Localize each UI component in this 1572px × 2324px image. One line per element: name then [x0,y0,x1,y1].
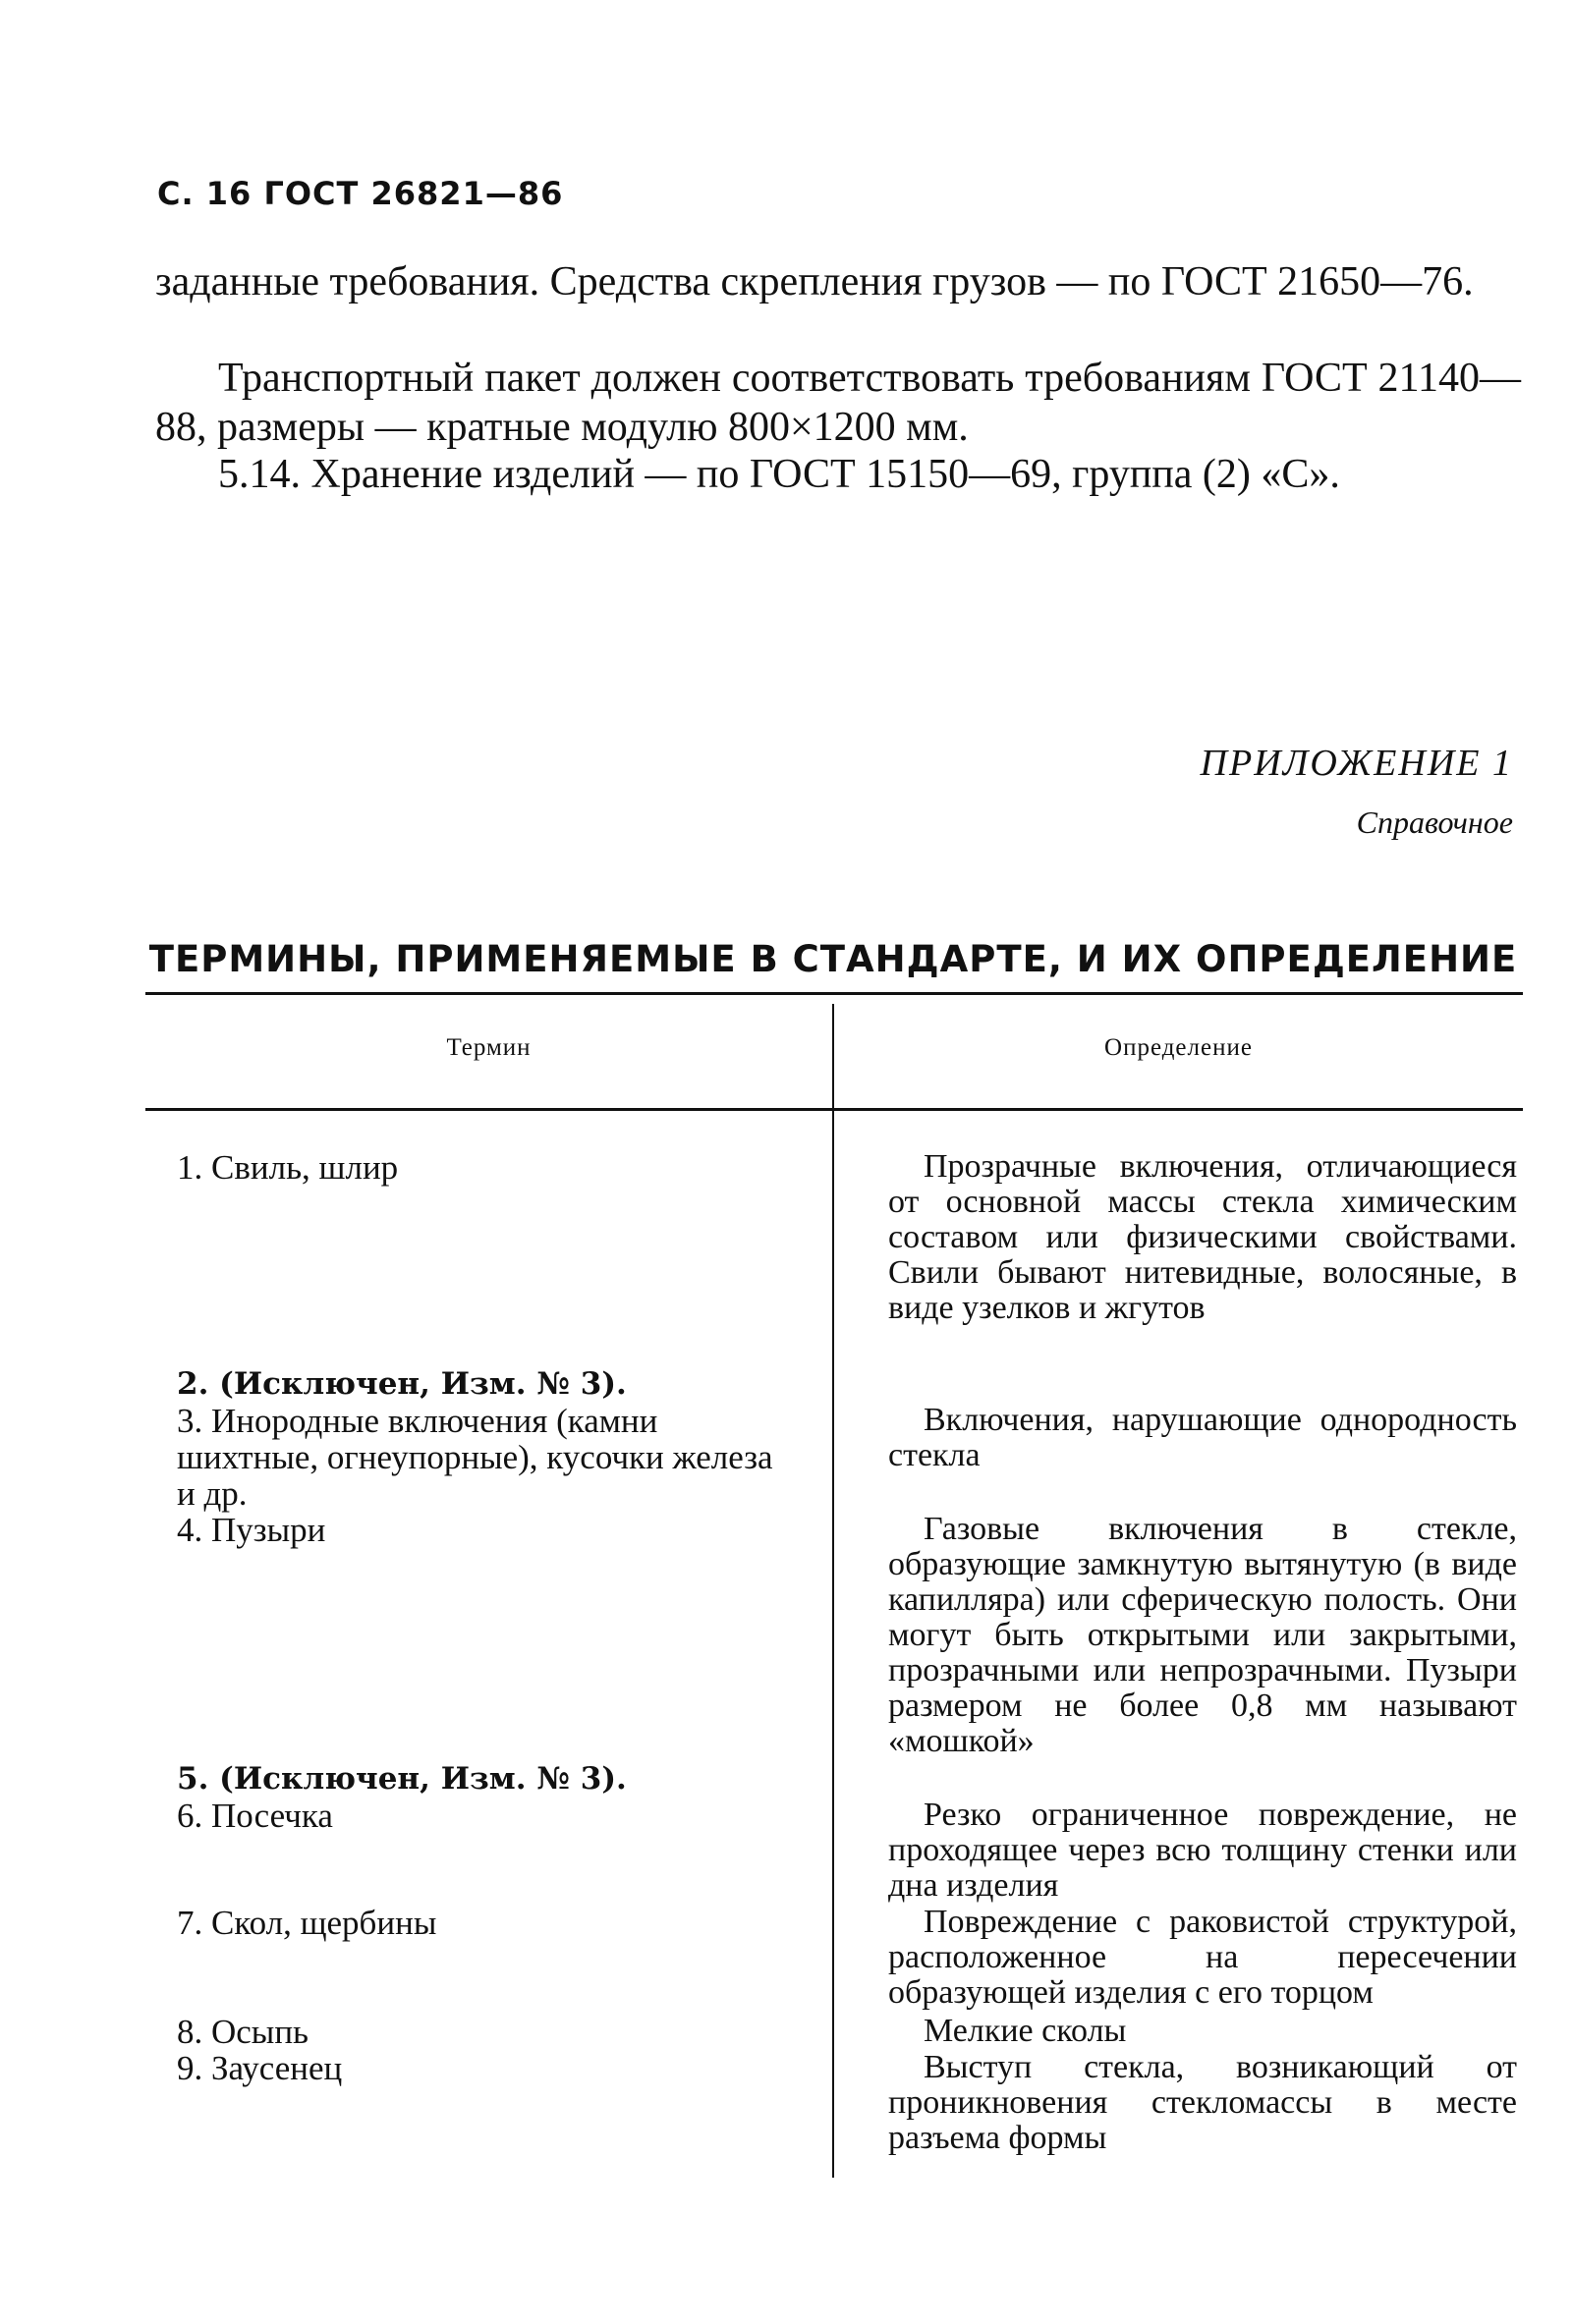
definition-item: Газовые включения в стекле, образующие замкнутую вытянутую (в виде капилляра) или сферическую полость. Они могут быть открытыми или закрытыми, прозрачными или непрозрачными. Пузыри размером не более 0,8 мм называют «мошкой» [888,1511,1517,1759]
term-item: 6. Посечка [177,1797,333,1835]
term-item: 8. Осыпь [177,2013,309,2051]
appendix-title: ПРИЛОЖЕНИЕ 1 [1200,743,1513,784]
definition-item: Включения, нарушающие однородность стекла [888,1402,1517,1473]
column-header-definition: Определение [1104,1034,1253,1061]
definition-item: Мелкие сколы [924,2013,1127,2049]
table-column-divider [832,1004,834,2178]
table-header-rule [145,1108,1523,1111]
term-item: 5. (Исключен, Изм. № 3). [177,1761,627,1797]
appendix-subtitle: Справочное [1356,804,1513,840]
definition-item: Резко ограниченное повреждение, не проходящее через всю толщину стенки или дна изделия [888,1797,1517,1904]
term-item: 3. Инородные включения (камни шихтные, огнеупорные), кусочки железа и др. [177,1402,773,1513]
paragraph-cargo-fastening: заданные требования. Средства скрепления грузов — по ГОСТ 21650—76. [155,259,1474,304]
paragraph-transport-package: Транспортный пакет должен соответствовать требованиям ГОСТ 21140—88, размеры — кратные модулю 800×1200 мм. [155,356,1521,450]
term-item: 4. Пузыри [177,1511,326,1549]
table-title: ТЕРМИНЫ, ПРИМЕНЯЕМЫЕ В СТАНДАРТЕ, И ИХ ОПРЕДЕЛЕНИЕ [148,938,1518,980]
column-header-term: Термин [446,1034,532,1061]
term-item: 7. Скол, щербины [177,1904,437,1942]
definition-item: Прозрачные включения, отличающиеся от основной массы стекла химическим составом или физическими свойствами. Свили бывают нитевидные, волосяные, в виде узелков и жгутов [888,1148,1517,1326]
table-top-rule [145,992,1523,995]
paragraph-storage: 5.14. Хранение изделий — по ГОСТ 15150—69, группа (2) «С». [218,452,1340,497]
definition-item: Выступ стекла, возникающий от проникновения стекломассы в месте разъема формы [888,2049,1517,2156]
definition-item: Повреждение с раковистой структурой, расположенное на пересечении образующей изделия с его торцом [888,1904,1517,2011]
page-header: С. 16 ГОСТ 26821—86 [157,175,564,212]
term-item: 1. Свиль, шлир [177,1148,399,1187]
term-item: 9. Заусенец [177,2049,343,2087]
term-item: 2. (Исключен, Изм. № 3). [177,1366,627,1402]
appendix-label [1201,742,1513,841]
